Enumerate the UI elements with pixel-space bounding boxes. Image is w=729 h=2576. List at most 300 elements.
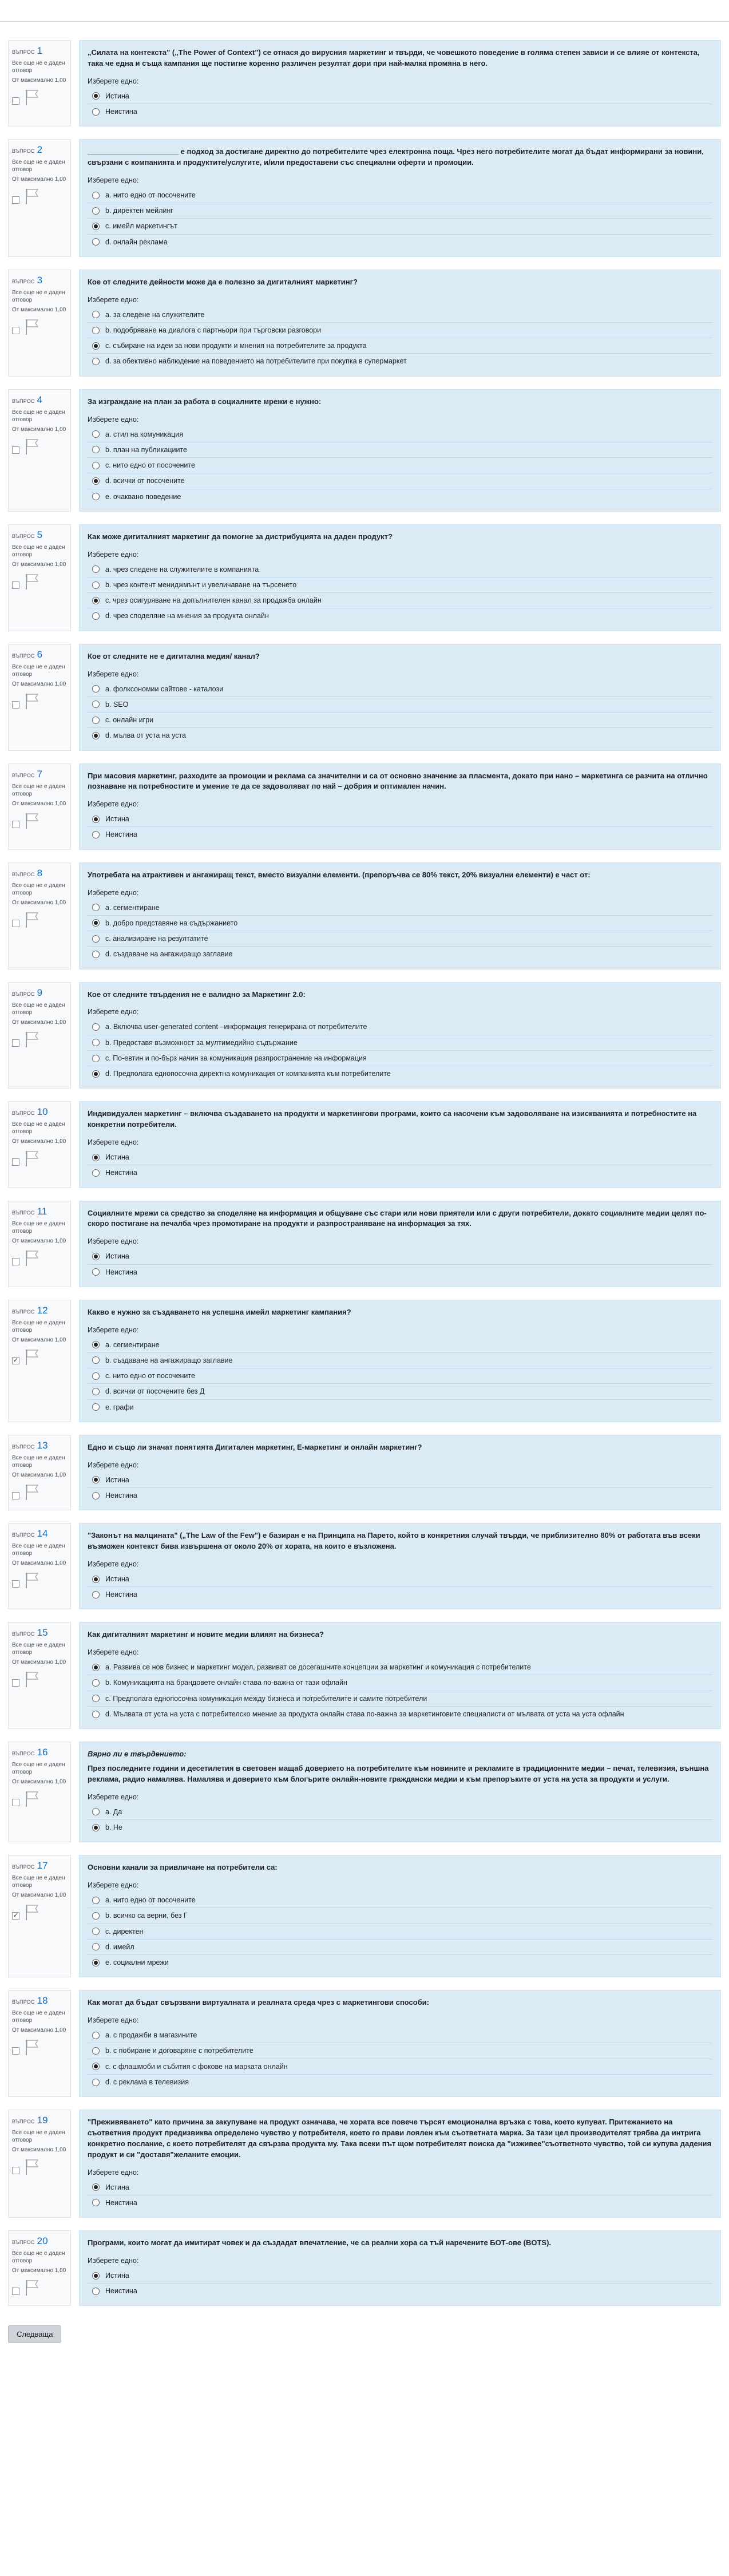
radio-button[interactable] — [92, 1824, 100, 1831]
radio-button[interactable] — [92, 2199, 100, 2206]
answer-option[interactable] — [88, 1383, 712, 1399]
flag-question[interactable] — [12, 1904, 67, 1921]
question-number — [12, 868, 67, 879]
question-grade: От максимално 1,00 — [12, 1892, 66, 1899]
answer-option-label: c. събиране на идеи за нови продукти и мнения на потребителите за продукта — [105, 342, 367, 350]
radio-button[interactable] — [92, 223, 100, 230]
question-content — [79, 1622, 721, 1729]
question-number-value: 8 — [37, 867, 43, 879]
flag-icon[interactable] — [24, 812, 40, 829]
answer-option[interactable] — [88, 2074, 712, 2090]
radio-button[interactable] — [92, 612, 100, 620]
answer-option-label: a. сегментиране — [105, 903, 160, 912]
flag-checkbox[interactable] — [12, 920, 19, 927]
answer-option[interactable] — [88, 1352, 712, 1368]
flag-icon[interactable] — [24, 89, 40, 106]
flag-question[interactable] — [12, 2039, 67, 2056]
answer-prompt: Изберете едно: — [88, 1648, 139, 1657]
answer-option[interactable] — [88, 577, 712, 592]
answer-option[interactable] — [88, 1954, 712, 1970]
answer-option[interactable] — [88, 608, 712, 623]
question-number — [12, 1995, 67, 2007]
radio-button[interactable] — [92, 207, 100, 215]
answer-prompt: Изберете едно: — [88, 2016, 139, 2025]
flag-question[interactable] — [12, 1483, 67, 1501]
question-grade: От максимално 1,00 — [12, 1560, 66, 1567]
radio-button[interactable] — [92, 1268, 100, 1276]
question-text-paragraph: Употребата на атрактивен и ангажиращ текст, вместо визуални елементи. (препоръчва се 80% текст, 20% визуални елементи) е част от: — [88, 870, 591, 879]
question-info — [8, 1742, 71, 1842]
answer-prompt: Изберете едно: — [88, 176, 139, 184]
question-label: ВЪПРОС — [12, 1532, 35, 1538]
radio-button[interactable] — [92, 1169, 100, 1177]
answer-option[interactable] — [88, 1908, 712, 1923]
radio-button[interactable] — [92, 1372, 100, 1380]
flag-icon[interactable] — [24, 1031, 40, 1048]
flag-checkbox[interactable] — [12, 581, 19, 589]
flag-icon[interactable] — [24, 2039, 40, 2056]
flag-icon[interactable] — [24, 2158, 40, 2175]
question-grade: От максимално 1,00 — [12, 899, 66, 906]
answer-options — [88, 1249, 712, 1280]
radio-button[interactable] — [92, 92, 100, 100]
answer-option[interactable] — [88, 1338, 712, 1352]
flag-question[interactable] — [12, 573, 67, 590]
radio-button[interactable] — [92, 1679, 100, 1687]
question-grade: От максимално 1,00 — [12, 306, 66, 313]
question-17 — [8, 1855, 721, 1977]
answer-option[interactable] — [88, 682, 712, 697]
radio-button[interactable] — [92, 311, 100, 318]
question-text — [88, 1629, 712, 1640]
radio-button[interactable] — [92, 1808, 100, 1815]
flag-question[interactable] — [12, 911, 67, 928]
flag-icon[interactable] — [24, 1249, 40, 1267]
flag-checkbox[interactable] — [12, 97, 19, 105]
answer-option[interactable] — [88, 915, 712, 931]
flag-question[interactable] — [12, 2158, 67, 2175]
answer-option[interactable] — [88, 826, 712, 842]
question-label: ВЪПРОС — [12, 991, 35, 997]
flag-icon[interactable] — [24, 1790, 40, 1807]
question-grade: От максимално 1,00 — [12, 1336, 66, 1343]
radio-button[interactable] — [92, 2288, 100, 2295]
answer-option[interactable] — [88, 442, 712, 457]
answer-option[interactable] — [88, 489, 712, 504]
question-label: ВЪПРОС — [12, 398, 35, 404]
radio-button[interactable] — [92, 342, 100, 350]
question-info — [8, 982, 71, 1089]
radio-button[interactable] — [92, 1341, 100, 1348]
flag-checkbox[interactable] — [12, 821, 19, 828]
radio-button[interactable] — [92, 1023, 100, 1031]
flag-checkbox[interactable] — [12, 1357, 19, 1364]
answer-option[interactable] — [88, 322, 712, 338]
next-page-button[interactable]: Следваща — [8, 2325, 61, 2343]
question-label: ВЪПРОС — [12, 2119, 35, 2125]
answer-option[interactable] — [88, 1924, 712, 1939]
answer-option-label: d. всички от посочените без Д — [105, 1387, 205, 1396]
flag-icon[interactable] — [24, 1671, 40, 1688]
answer-option[interactable] — [88, 1939, 712, 1954]
radio-button[interactable] — [92, 935, 100, 943]
radio-button[interactable] — [92, 1897, 100, 1904]
answer-option[interactable] — [88, 727, 712, 743]
answer-option[interactable] — [88, 1572, 712, 1586]
answer-option[interactable] — [88, 592, 712, 608]
answer-option[interactable] — [88, 1660, 712, 1675]
radio-button[interactable] — [92, 2183, 100, 2191]
radio-button[interactable] — [92, 1943, 100, 1950]
answer-option[interactable] — [88, 218, 712, 234]
flag-question[interactable] — [12, 1671, 67, 1688]
answer-prompt: Изберете едно: — [88, 1138, 139, 1147]
answer-option[interactable] — [88, 2043, 712, 2058]
radio-button[interactable] — [92, 2047, 100, 2055]
answer-options — [88, 1019, 712, 1081]
radio-button[interactable] — [92, 1070, 100, 1078]
question-text — [88, 397, 712, 407]
answer-option-label: b. Не — [105, 1823, 122, 1831]
answer-option[interactable] — [88, 1066, 712, 1081]
answer-option[interactable] — [88, 338, 712, 353]
answer-option[interactable] — [88, 307, 712, 322]
radio-button[interactable] — [92, 1912, 100, 1920]
answer-option-label: b. добро представяне на съдържанието — [105, 919, 238, 927]
radio-button[interactable] — [92, 1928, 100, 1935]
radio-button[interactable] — [92, 2032, 100, 2039]
answer-options — [88, 89, 712, 120]
question-content — [79, 1523, 721, 1609]
answer-option-label: d. създаване на ангажиращо заглавие — [105, 950, 233, 959]
flag-icon[interactable] — [24, 1904, 40, 1921]
question-4 — [8, 389, 721, 512]
question-label: ВЪПРОС — [12, 533, 35, 539]
answer-option-label: d. с реклама в телевизия — [105, 2078, 189, 2086]
answer-option[interactable] — [88, 1368, 712, 1383]
answer-option[interactable] — [88, 812, 712, 826]
flag-question[interactable] — [12, 1790, 67, 1807]
answer-option-label: c. с флашмоби и събития с фокове на марката онлайн — [105, 2062, 288, 2071]
radio-button[interactable] — [92, 1403, 100, 1411]
answer-option[interactable] — [88, 1805, 712, 1819]
radio-button[interactable] — [92, 1664, 100, 1671]
question-state: Все още не е даден отговор — [12, 1319, 65, 1333]
answer-option[interactable] — [88, 562, 712, 577]
flag-question[interactable] — [12, 318, 67, 335]
question-content — [79, 40, 721, 126]
answer-option[interactable] — [88, 2195, 712, 2210]
question-text-paragraph: „Силата на контекста" („The Power of Context") се отнася до вирусния маркетинг и твърди, че човешкото поведение в голяма степен зависи и се влияе от контекста, така че една и съща кампания ще постигне коренно различен резултат дори при най-малка промяна в него. — [88, 48, 700, 68]
question-label: ВЪПРОС — [12, 652, 35, 659]
answer-option[interactable] — [88, 1399, 712, 1415]
radio-button[interactable] — [92, 192, 100, 199]
question-state: Все още не е даден отговор — [12, 1121, 65, 1135]
question-info — [8, 1622, 71, 1729]
flag-question[interactable] — [12, 1572, 67, 1589]
question-text — [88, 2117, 712, 2160]
radio-button[interactable] — [92, 565, 100, 573]
radio-button[interactable] — [92, 327, 100, 334]
flag-checkbox[interactable] — [12, 1039, 19, 1047]
radio-button[interactable] — [92, 108, 100, 116]
question-number — [12, 1440, 67, 1451]
answer-option-label: a. Включва user-generated content –информация генерирана от потребителите — [105, 1023, 367, 1031]
answer-option[interactable] — [88, 931, 712, 946]
question-number — [12, 1206, 67, 1217]
radio-button[interactable] — [92, 1476, 100, 1483]
answer-prompt: Изберете едно: — [88, 888, 139, 897]
question-grade: От максимално 1,00 — [12, 561, 66, 568]
answer-option[interactable] — [88, 1706, 712, 1722]
answer-option[interactable] — [88, 2268, 712, 2283]
radio-button[interactable] — [92, 2063, 100, 2070]
question-number-value: 17 — [37, 1860, 48, 1871]
answer-option[interactable] — [88, 188, 712, 203]
flag-checkbox[interactable] — [12, 1912, 19, 1920]
answer-option-label: d. имейл — [105, 1942, 134, 1951]
question-state: Все още не е даден отговор — [12, 2130, 65, 2144]
answer-option-label: c. чрез осигуряване на допълнителен канал за продажба онлайн — [105, 596, 322, 605]
answer-option-label: b. Предоставя възможност за мултимедийно съдържание — [105, 1038, 298, 1047]
flag-checkbox[interactable] — [12, 2047, 19, 2055]
radio-button[interactable] — [92, 1492, 100, 1499]
flag-question[interactable] — [12, 438, 67, 455]
question-grade: От максимално 1,00 — [12, 1779, 66, 1786]
flag-checkbox[interactable] — [12, 1258, 19, 1265]
flag-checkbox[interactable] — [12, 1799, 19, 1806]
question-text-paragraph: Как могат да бъдат свързвани виртуалната и реалната среда чрез с маркетингови способи: — [88, 1998, 429, 2007]
question-number — [12, 2235, 67, 2247]
answer-option-label: d. Предполага еднопосочна директна комуникация от компанията към потребителите — [105, 1070, 391, 1078]
question-text-paragraph: Програми, които могат да имитират човек и да създадат впечатление, че са реални хора са тъй наречените БОТ-ове (BOTS). — [88, 2238, 552, 2247]
answer-option-label: Неистина — [105, 1268, 137, 1276]
answer-option[interactable] — [88, 2283, 712, 2298]
answer-option[interactable] — [88, 1586, 712, 1602]
answer-option-label: b. всичко са верни, без Г — [105, 1912, 188, 1920]
radio-button[interactable] — [92, 430, 100, 438]
answer-option[interactable] — [88, 1691, 712, 1706]
question-text-paragraph: Кое от следните не е дигитална медия/ канал? — [88, 651, 260, 660]
flag-icon[interactable] — [24, 1483, 40, 1501]
answer-prompt: Изберете едно: — [88, 1325, 139, 1334]
flag-icon[interactable] — [24, 2279, 40, 2296]
flag-checkbox[interactable] — [12, 196, 19, 204]
radio-button[interactable] — [92, 493, 100, 500]
question-content — [79, 2110, 721, 2218]
flag-icon[interactable] — [24, 911, 40, 928]
flag-icon[interactable] — [24, 438, 40, 455]
question-number-value: 9 — [37, 987, 43, 998]
answer-option-label: Неистина — [105, 1169, 137, 1177]
radio-button[interactable] — [92, 1356, 100, 1364]
radio-button[interactable] — [92, 1695, 100, 1702]
question-state: Все още не е даден отговор — [12, 2010, 65, 2024]
answer-option[interactable] — [88, 1165, 712, 1180]
answer-prompt: Изберете едно: — [88, 1881, 139, 1890]
answer-option[interactable] — [88, 89, 712, 104]
radio-button[interactable] — [92, 904, 100, 911]
answer-option[interactable] — [88, 900, 712, 915]
answer-option-label: b. чрез контент мениджмънт и увеличаване на търсенето — [105, 580, 297, 589]
flag-icon[interactable] — [24, 188, 40, 205]
question-content — [79, 1855, 721, 1977]
question-text-paragraph: През последните години и десетилетия в световен мащаб доверието на потребителите към новините и рекламите в традиционните медии – печат, телевизия, външна реклама, радио намалява. Намалява и доверието към блогърите онлайн-новите граждански медии и към препоръките от уста на уста за продукти и услуги. — [88, 1764, 709, 1783]
flag-checkbox[interactable] — [12, 701, 19, 709]
question-text — [88, 1997, 712, 2008]
radio-button[interactable] — [92, 1039, 100, 1046]
answer-option[interactable] — [88, 203, 712, 218]
question-number — [12, 1747, 67, 1758]
answer-option[interactable] — [88, 457, 712, 473]
flag-icon[interactable] — [24, 693, 40, 710]
radio-button[interactable] — [92, 831, 100, 838]
question-label: ВЪПРОС — [12, 1864, 35, 1870]
question-info — [8, 1435, 71, 1510]
question-number-value: 20 — [37, 2235, 48, 2247]
answer-option[interactable] — [88, 473, 712, 488]
answer-option-label: Неистина — [105, 830, 137, 839]
quiz-footer — [0, 2318, 729, 2343]
flag-checkbox[interactable] — [12, 1679, 19, 1687]
question-label: ВЪПРОС — [12, 871, 35, 877]
radio-button[interactable] — [92, 581, 100, 589]
answer-option[interactable] — [88, 104, 712, 119]
flag-checkbox[interactable] — [12, 1158, 19, 1166]
radio-button[interactable] — [92, 717, 100, 724]
radio-button[interactable] — [92, 462, 100, 469]
question-19 — [8, 2110, 721, 2218]
question-state: Все още не е даден отговор — [12, 1220, 65, 1234]
answer-options — [88, 900, 712, 962]
flag-icon[interactable] — [24, 318, 40, 335]
flag-checkbox[interactable] — [12, 1492, 19, 1499]
flag-question[interactable] — [12, 1249, 67, 1267]
radio-button[interactable] — [92, 1253, 100, 1260]
question-info — [8, 524, 71, 631]
answer-option-label: c. По-евтин и по-бърз начин за комуникация разпространение на информация — [105, 1054, 367, 1062]
answer-option-label: Неистина — [105, 2198, 137, 2207]
question-content — [79, 1201, 721, 1287]
flag-question[interactable] — [12, 693, 67, 710]
question-6 — [8, 644, 721, 751]
answer-option[interactable] — [88, 1893, 712, 1908]
flag-checkbox[interactable] — [12, 2288, 19, 2295]
flag-icon[interactable] — [24, 573, 40, 590]
flag-question[interactable] — [12, 1150, 67, 1167]
answer-option[interactable] — [88, 1264, 712, 1280]
radio-button[interactable] — [92, 477, 100, 485]
question-text — [88, 1862, 712, 1873]
answer-option[interactable] — [88, 946, 712, 961]
answer-option[interactable] — [88, 712, 712, 727]
question-number-value: 15 — [37, 1627, 48, 1639]
question-content — [79, 2230, 721, 2306]
radio-button[interactable] — [92, 358, 100, 365]
answer-option[interactable] — [88, 1035, 712, 1050]
radio-button[interactable] — [92, 1055, 100, 1062]
flag-icon[interactable] — [24, 1150, 40, 1167]
answer-option[interactable] — [88, 2180, 712, 2195]
answer-option-label: Истина — [105, 92, 129, 100]
question-text-paragraph: Кое от следните твърдения не е валидно за Маркетинг 2.0: — [88, 990, 306, 999]
answer-option[interactable] — [88, 1019, 712, 1034]
radio-button[interactable] — [92, 951, 100, 958]
radio-button[interactable] — [92, 701, 100, 708]
answer-option[interactable] — [88, 1249, 712, 1264]
flag-icon[interactable] — [24, 1348, 40, 1366]
question-number — [12, 1528, 67, 1540]
answer-option[interactable] — [88, 2059, 712, 2074]
question-info — [8, 1855, 71, 1977]
answer-option[interactable] — [88, 353, 712, 369]
radio-button[interactable] — [92, 1388, 100, 1395]
radio-button[interactable] — [92, 919, 100, 927]
radio-button[interactable] — [92, 1711, 100, 1718]
flag-question[interactable] — [12, 1031, 67, 1048]
answer-option[interactable] — [88, 1150, 712, 1165]
answer-option[interactable] — [88, 1675, 712, 1690]
question-number — [12, 275, 67, 286]
radio-button[interactable] — [92, 685, 100, 693]
question-state: Все още не е даден отговор — [12, 289, 65, 303]
question-text — [88, 870, 712, 881]
radio-button[interactable] — [92, 2272, 100, 2280]
answer-option[interactable] — [88, 1819, 712, 1835]
answer-option[interactable] — [88, 1050, 712, 1066]
question-state: Все още не е даден отговор — [12, 783, 65, 797]
flag-icon[interactable] — [24, 1572, 40, 1589]
radio-button[interactable] — [92, 446, 100, 453]
answer-option-label: c. анализиране на резултатите — [105, 935, 208, 943]
flag-checkbox[interactable] — [12, 1580, 19, 1588]
flag-checkbox[interactable] — [12, 446, 19, 454]
answer-option-label: Неистина — [105, 107, 137, 116]
flag-question[interactable] — [12, 1348, 67, 1366]
question-state: Все още не е даден отговор — [12, 409, 65, 423]
radio-button[interactable] — [92, 1591, 100, 1598]
question-text-paragraph: "Законът на малцината" („The Law of the Few") е базиран е на Принципа на Парето, който в конкретния случай твърди, че приблизително 80% от работата във всеки възможен контекст бива извършена от около 20% от хората, на които е възложена. — [88, 1531, 700, 1551]
question-text — [88, 147, 712, 168]
radio-button[interactable] — [92, 597, 100, 604]
question-content — [79, 1101, 721, 1188]
answer-option-label: c. Предполага еднопосочна комуникация между бизнеса и потребителите и самите потребители — [105, 1694, 427, 1703]
flag-question[interactable] — [12, 188, 67, 205]
flag-question[interactable] — [12, 2279, 67, 2296]
answer-option[interactable] — [88, 697, 712, 712]
radio-button[interactable] — [92, 2079, 100, 2086]
flag-question[interactable] — [12, 89, 67, 106]
answer-option[interactable] — [88, 1473, 712, 1487]
answer-option[interactable] — [88, 1487, 712, 1503]
answer-option[interactable] — [88, 234, 712, 250]
flag-checkbox[interactable] — [12, 327, 19, 334]
answer-option-label: a. сегментиране — [105, 1340, 160, 1349]
radio-button[interactable] — [92, 816, 100, 823]
question-state: Все още не е даден отговор — [12, 159, 65, 173]
flag-question[interactable] — [12, 812, 67, 829]
flag-checkbox[interactable] — [12, 2167, 19, 2174]
question-content — [79, 1300, 721, 1422]
radio-button[interactable] — [92, 238, 100, 246]
answer-options — [88, 1572, 712, 1602]
answer-option[interactable] — [88, 2028, 712, 2043]
radio-button[interactable] — [92, 1576, 100, 1583]
answer-option[interactable] — [88, 427, 712, 442]
radio-button[interactable] — [92, 732, 100, 739]
radio-button[interactable] — [92, 1959, 100, 1966]
radio-button[interactable] — [92, 1154, 100, 1161]
